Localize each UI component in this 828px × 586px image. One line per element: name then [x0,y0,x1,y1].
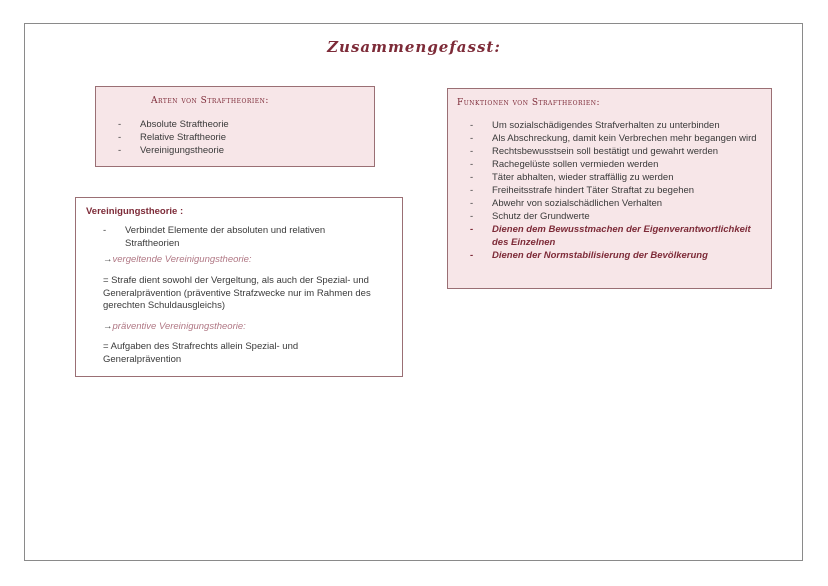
list-item: - Schutz der Grundwerte [470,210,765,223]
list-item: - Abwehr von sozialschädlichen Verhalten [470,197,765,210]
vereinigung-list [103,224,353,250]
vergeltende-text: = Strafe dient sowohl der Vergeltung, als auch der Spezial- und Generalprävention (präventive Strafzwecke nur im Rahmen des gerechten Schuldausgleichs) [103,275,371,311]
arten-list [118,118,229,157]
list-item: - Freiheitsstrafe hindert Täter Straftat zu begehen [470,184,765,197]
praeventive-label: präventive Vereinigungstheorie: [112,321,246,332]
list-item: - Um sozialschädigendes Strafverhalten zu unterbinden [470,119,765,132]
funktionen-list [470,119,765,262]
list-item-emphasis: - Dienen der Normstabilisierung der Bevölkerung [470,249,765,262]
list-item-emphasis: - Dienen dem Bewusstmachen der Eigenverantwortlichkeit des Einzelnen [470,223,765,249]
list-item: - Vereinigungstheorie [118,144,229,157]
list-item: - Absolute Straftheorie [118,118,229,131]
arten-heading: Arten von Straftheorien: [151,96,269,106]
vereinigung-box [75,197,403,377]
list-item: - Als Abschreckung, damit kein Verbrechen mehr begangen wird [470,132,765,145]
list-item: - Verbindet Elemente der absoluten und relativen Straftheorien [103,224,353,250]
page-title: Zusammengefasst: [327,38,501,56]
vergeltende-subheading [103,254,252,265]
praeventive-subheading [103,321,246,332]
vergeltende-label: vergeltende Vereinigungstheorie: [112,254,252,265]
arrow-icon: → [103,321,113,332]
list-item: - Rechtsbewusstsein soll bestätigt und gewahrt werden [470,145,765,158]
funktionen-heading: Funktionen von Straftheorien: [457,98,601,108]
list-item: - Täter abhalten, wieder straffällig zu werden [470,171,765,184]
list-item: - Relative Straftheorie [118,131,229,144]
arten-box [95,86,375,167]
praeventive-text: = Aufgaben des Strafrechts allein Spezial- und Generalprävention [103,341,299,365]
arrow-icon: → [103,254,113,265]
vereinigung-heading: Vereinigungstheorie : [86,206,184,217]
list-item: - Rachegelüste sollen vermieden werden [470,158,765,171]
funktionen-box [447,88,772,289]
